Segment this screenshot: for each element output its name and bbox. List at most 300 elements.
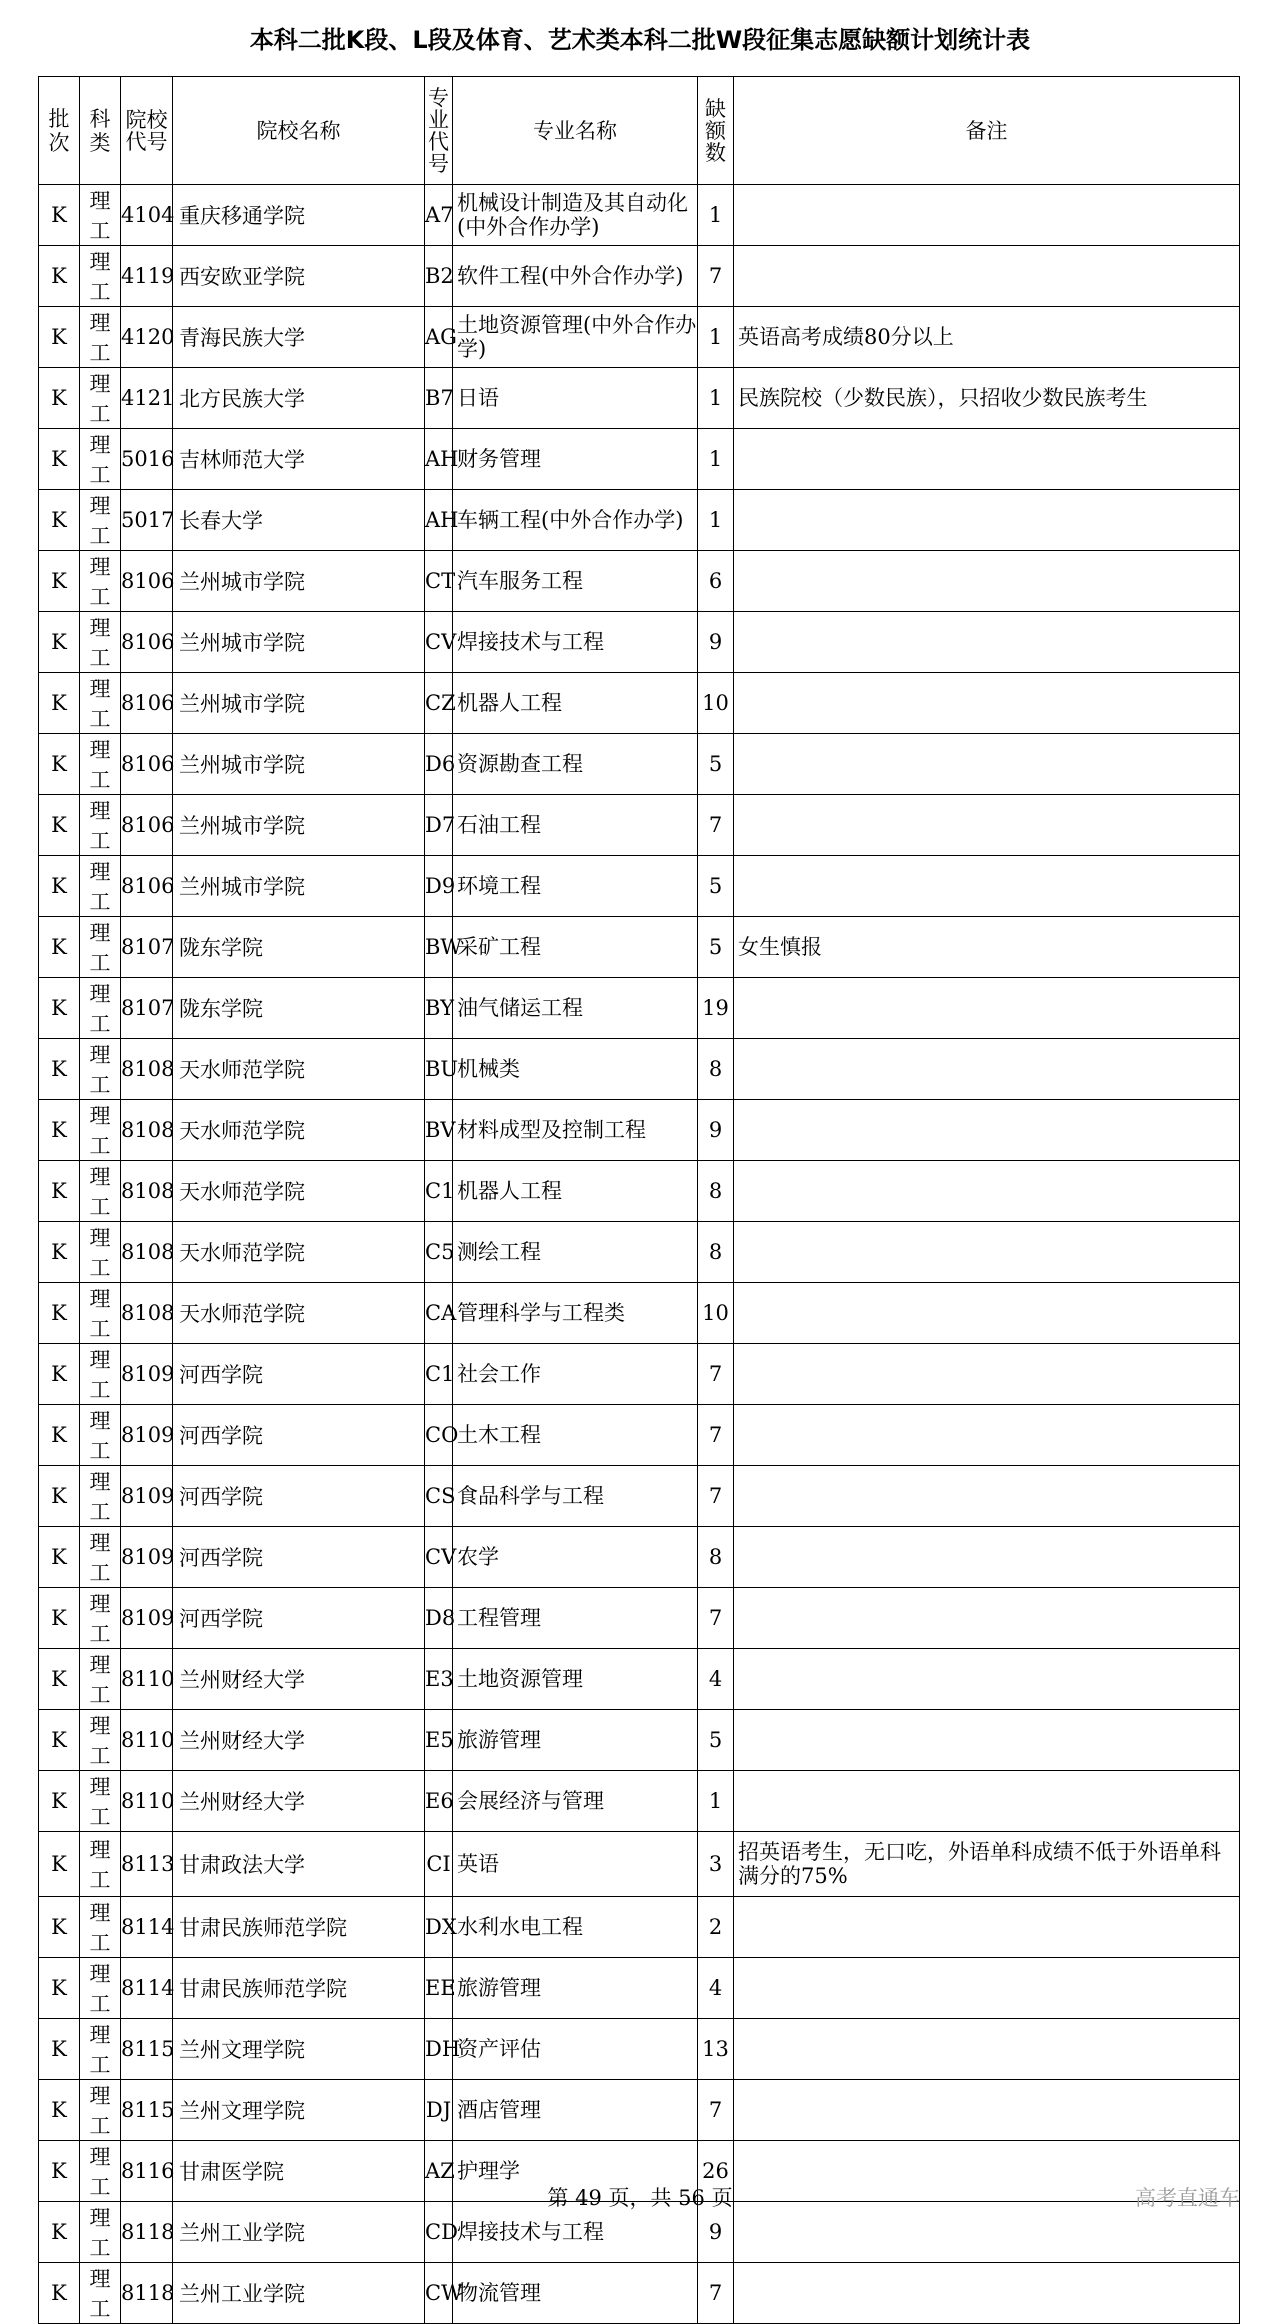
cell-vacancies: 1 <box>698 429 734 490</box>
cell-batch: K <box>39 734 80 795</box>
cell-batch: K <box>39 795 80 856</box>
cell-category: 理工 <box>80 1161 121 1222</box>
cell-vacancies: 5 <box>698 734 734 795</box>
cell-category: 理工 <box>80 2263 121 2324</box>
cell-category: 理工 <box>80 917 121 978</box>
cell-major-code: C5 <box>425 1222 453 1283</box>
cell-major-name: 英语 <box>453 1832 698 1897</box>
cell-category: 理工 <box>80 1405 121 1466</box>
cell-school-code: 8106 <box>121 612 173 673</box>
cell-major-code: D6 <box>425 734 453 795</box>
cell-vacancies: 1 <box>698 307 734 368</box>
cell-school-name: 河西学院 <box>173 1466 425 1527</box>
cell-vacancies: 7 <box>698 246 734 307</box>
cell-batch: K <box>39 673 80 734</box>
cell-category: 理工 <box>80 185 121 246</box>
cell-batch: K <box>39 2202 80 2263</box>
table-row <box>39 2080 1240 2141</box>
cell-remarks: 英语高考成绩80分以上 <box>734 307 1240 368</box>
cell-vacancies: 5 <box>698 1710 734 1771</box>
page-number: 第 49 页，共 56 页 <box>547 2186 733 2210</box>
cell-remarks <box>734 1649 1240 1710</box>
cell-school-code: 4119 <box>121 246 173 307</box>
table-row <box>39 429 1240 490</box>
cell-school-code: 8108 <box>121 1222 173 1283</box>
cell-vacancies: 26 <box>698 2141 734 2202</box>
cell-major-name: 测绘工程 <box>453 1222 698 1283</box>
cell-batch: K <box>39 1897 80 1958</box>
cell-vacancies: 2 <box>698 1897 734 1958</box>
cell-major-code: BV <box>425 1100 453 1161</box>
cell-major-name: 石油工程 <box>453 795 698 856</box>
cell-vacancies: 7 <box>698 1466 734 1527</box>
cell-vacancies: 8 <box>698 1039 734 1100</box>
cell-school-name: 陇东学院 <box>173 978 425 1039</box>
cell-major-code: B2 <box>425 246 453 307</box>
cell-school-name: 兰州城市学院 <box>173 551 425 612</box>
cell-batch: K <box>39 1161 80 1222</box>
cell-major-code: AH <box>425 429 453 490</box>
cell-batch: K <box>39 1832 80 1897</box>
cell-school-code: 8110 <box>121 1710 173 1771</box>
cell-major-name: 机械类 <box>453 1039 698 1100</box>
cell-major-code: CA <box>425 1283 453 1344</box>
cell-major-code: CO <box>425 1405 453 1466</box>
cell-major-name: 护理学 <box>453 2141 698 2202</box>
cell-category: 理工 <box>80 1222 121 1283</box>
cell-category: 理工 <box>80 1039 121 1100</box>
cell-major-code: CV <box>425 1527 453 1588</box>
cell-vacancies: 6 <box>698 551 734 612</box>
cell-remarks <box>734 2019 1240 2080</box>
cell-school-code: 5017 <box>121 490 173 551</box>
cell-school-name: 天水师范学院 <box>173 1161 425 1222</box>
cell-remarks <box>734 978 1240 1039</box>
cell-major-name: 资源勘查工程 <box>453 734 698 795</box>
cell-major-code: A7 <box>425 185 453 246</box>
cell-remarks <box>734 856 1240 917</box>
cell-major-name: 食品科学与工程 <box>453 1466 698 1527</box>
cell-major-name: 物流管理 <box>453 2263 698 2324</box>
cell-vacancies: 4 <box>698 1958 734 2019</box>
cell-category: 理工 <box>80 1283 121 1344</box>
cell-category: 理工 <box>80 1958 121 2019</box>
cell-vacancies: 10 <box>698 673 734 734</box>
cell-major-name: 工程管理 <box>453 1588 698 1649</box>
cell-major-code: D7 <box>425 795 453 856</box>
cell-major-name: 汽车服务工程 <box>453 551 698 612</box>
cell-major-code: CZ <box>425 673 453 734</box>
cell-school-name: 兰州文理学院 <box>173 2080 425 2141</box>
cell-school-code: 8118 <box>121 2263 173 2324</box>
cell-batch: K <box>39 1405 80 1466</box>
cell-school-code: 4121 <box>121 368 173 429</box>
cell-category: 理工 <box>80 673 121 734</box>
cell-category: 理工 <box>80 1649 121 1710</box>
cell-batch: K <box>39 978 80 1039</box>
cell-school-name: 兰州文理学院 <box>173 2019 425 2080</box>
cell-category: 理工 <box>80 246 121 307</box>
cell-remarks <box>734 673 1240 734</box>
cell-school-name: 天水师范学院 <box>173 1222 425 1283</box>
cell-remarks <box>734 1222 1240 1283</box>
header-vacancies: 缺额数 <box>698 77 734 185</box>
cell-vacancies: 7 <box>698 795 734 856</box>
cell-category: 理工 <box>80 2019 121 2080</box>
cell-major-name: 焊接技术与工程 <box>453 2202 698 2263</box>
cell-school-name: 青海民族大学 <box>173 307 425 368</box>
cell-batch: K <box>39 429 80 490</box>
cell-major-name: 酒店管理 <box>453 2080 698 2141</box>
cell-major-code: CI <box>425 1832 453 1897</box>
table-row <box>39 2019 1240 2080</box>
table-row <box>39 612 1240 673</box>
cell-remarks <box>734 2263 1240 2324</box>
cell-vacancies: 8 <box>698 1527 734 1588</box>
cell-category: 理工 <box>80 1588 121 1649</box>
cell-school-code: 8109 <box>121 1405 173 1466</box>
table-row <box>39 1527 1240 1588</box>
cell-vacancies: 7 <box>698 1588 734 1649</box>
table-row <box>39 917 1240 978</box>
cell-vacancies: 9 <box>698 1100 734 1161</box>
cell-major-name: 环境工程 <box>453 856 698 917</box>
cell-major-code: C1 <box>425 1344 453 1405</box>
cell-batch: K <box>39 490 80 551</box>
cell-vacancies: 1 <box>698 1771 734 1832</box>
cell-remarks <box>734 1527 1240 1588</box>
cell-vacancies: 9 <box>698 612 734 673</box>
cell-batch: K <box>39 307 80 368</box>
cell-vacancies: 7 <box>698 1405 734 1466</box>
cell-major-name: 农学 <box>453 1527 698 1588</box>
cell-school-name: 兰州工业学院 <box>173 2202 425 2263</box>
cell-school-name: 重庆移通学院 <box>173 185 425 246</box>
cell-remarks <box>734 795 1240 856</box>
cell-category: 理工 <box>80 734 121 795</box>
cell-batch: K <box>39 1283 80 1344</box>
cell-batch: K <box>39 185 80 246</box>
cell-major-name: 土地资源管理 <box>453 1649 698 1710</box>
cell-school-code: 8114 <box>121 1958 173 2019</box>
cell-remarks <box>734 185 1240 246</box>
cell-school-code: 8114 <box>121 1897 173 1958</box>
cell-batch: K <box>39 1344 80 1405</box>
cell-category: 理工 <box>80 856 121 917</box>
cell-major-code: DH <box>425 2019 453 2080</box>
cell-school-code: 8108 <box>121 1100 173 1161</box>
cell-remarks: 女生慎报 <box>734 917 1240 978</box>
cell-major-name: 管理科学与工程类 <box>453 1283 698 1344</box>
table-row <box>39 1958 1240 2019</box>
cell-vacancies: 5 <box>698 856 734 917</box>
cell-vacancies: 19 <box>698 978 734 1039</box>
cell-major-code: CV <box>425 612 453 673</box>
cell-major-code: E3 <box>425 1649 453 1710</box>
cell-major-code: E6 <box>425 1771 453 1832</box>
cell-batch: K <box>39 1527 80 1588</box>
header-remarks: 备注 <box>734 77 1240 185</box>
cell-school-code: 4104 <box>121 185 173 246</box>
cell-vacancies: 3 <box>698 1832 734 1897</box>
cell-major-code: BW <box>425 917 453 978</box>
cell-category: 理工 <box>80 1832 121 1897</box>
table-row <box>39 185 1240 246</box>
cell-category: 理工 <box>80 1771 121 1832</box>
cell-category: 理工 <box>80 1527 121 1588</box>
cell-remarks <box>734 734 1240 795</box>
cell-category: 理工 <box>80 429 121 490</box>
cell-school-code: 8109 <box>121 1466 173 1527</box>
cell-remarks <box>734 1100 1240 1161</box>
cell-major-code: AH <box>425 490 453 551</box>
cell-vacancies: 9 <box>698 2202 734 2263</box>
cell-school-code: 5016 <box>121 429 173 490</box>
cell-category: 理工 <box>80 795 121 856</box>
cell-school-name: 兰州城市学院 <box>173 734 425 795</box>
cell-category: 理工 <box>80 2202 121 2263</box>
table-row <box>39 2263 1240 2324</box>
cell-major-code: CT <box>425 551 453 612</box>
table-row <box>39 1039 1240 1100</box>
cell-batch: K <box>39 917 80 978</box>
table-row <box>39 307 1240 368</box>
cell-batch: K <box>39 1039 80 1100</box>
cell-vacancies: 1 <box>698 185 734 246</box>
cell-batch: K <box>39 1958 80 2019</box>
cell-category: 理工 <box>80 1344 121 1405</box>
cell-school-code: 8118 <box>121 2202 173 2263</box>
cell-remarks <box>734 1039 1240 1100</box>
cell-vacancies: 13 <box>698 2019 734 2080</box>
cell-school-name: 陇东学院 <box>173 917 425 978</box>
header-major-code: 专业代号 <box>425 77 453 185</box>
cell-remarks <box>734 490 1240 551</box>
cell-major-name: 水利水电工程 <box>453 1897 698 1958</box>
cell-batch: K <box>39 2080 80 2141</box>
cell-remarks <box>734 246 1240 307</box>
cell-major-name: 车辆工程(中外合作办学) <box>453 490 698 551</box>
cell-batch: K <box>39 1100 80 1161</box>
cell-school-code: 8110 <box>121 1771 173 1832</box>
watermark: 高考直通车 <box>1135 2186 1240 2210</box>
cell-vacancies: 8 <box>698 1161 734 1222</box>
cell-school-code: 8115 <box>121 2080 173 2141</box>
cell-remarks <box>734 1958 1240 2019</box>
header-school-code: 院校代号 <box>121 77 173 185</box>
cell-major-name: 资产评估 <box>453 2019 698 2080</box>
cell-remarks <box>734 1771 1240 1832</box>
cell-remarks <box>734 1710 1240 1771</box>
cell-major-code: CW <box>425 2263 453 2324</box>
cell-major-code: D9 <box>425 856 453 917</box>
cell-major-code: BU <box>425 1039 453 1100</box>
cell-category: 理工 <box>80 1897 121 1958</box>
cell-school-name: 吉林师范大学 <box>173 429 425 490</box>
header-category: 科类 <box>80 77 121 185</box>
cell-major-code: BY <box>425 978 453 1039</box>
cell-vacancies: 1 <box>698 490 734 551</box>
cell-major-name: 机器人工程 <box>453 673 698 734</box>
cell-batch: K <box>39 368 80 429</box>
cell-school-code: 8109 <box>121 1588 173 1649</box>
cell-major-name: 采矿工程 <box>453 917 698 978</box>
cell-category: 理工 <box>80 2141 121 2202</box>
vacancy-table <box>38 76 1240 2324</box>
cell-major-name: 土木工程 <box>453 1405 698 1466</box>
cell-batch: K <box>39 1710 80 1771</box>
table-row <box>39 1466 1240 1527</box>
cell-school-name: 甘肃民族师范学院 <box>173 1897 425 1958</box>
cell-major-name: 焊接技术与工程 <box>453 612 698 673</box>
cell-remarks <box>734 1466 1240 1527</box>
cell-school-name: 兰州城市学院 <box>173 612 425 673</box>
table-row <box>39 490 1240 551</box>
cell-school-code: 8109 <box>121 1344 173 1405</box>
cell-school-name: 兰州财经大学 <box>173 1649 425 1710</box>
table-row <box>39 551 1240 612</box>
cell-school-name: 河西学院 <box>173 1588 425 1649</box>
cell-school-name: 兰州城市学院 <box>173 673 425 734</box>
cell-major-name: 日语 <box>453 368 698 429</box>
cell-category: 理工 <box>80 1466 121 1527</box>
cell-school-code: 4120 <box>121 307 173 368</box>
cell-batch: K <box>39 1771 80 1832</box>
cell-remarks <box>734 612 1240 673</box>
table-row <box>39 1161 1240 1222</box>
cell-vacancies: 7 <box>698 2080 734 2141</box>
cell-major-name: 油气储运工程 <box>453 978 698 1039</box>
cell-remarks <box>734 1588 1240 1649</box>
cell-school-code: 8106 <box>121 734 173 795</box>
cell-major-name: 旅游管理 <box>453 1710 698 1771</box>
cell-school-code: 8108 <box>121 1161 173 1222</box>
cell-category: 理工 <box>80 368 121 429</box>
cell-major-name: 机器人工程 <box>453 1161 698 1222</box>
table-row <box>39 673 1240 734</box>
table-row <box>39 1588 1240 1649</box>
cell-school-name: 兰州工业学院 <box>173 2263 425 2324</box>
cell-school-name: 天水师范学院 <box>173 1283 425 1344</box>
table-row <box>39 795 1240 856</box>
cell-category: 理工 <box>80 490 121 551</box>
cell-batch: K <box>39 612 80 673</box>
table-row <box>39 1771 1240 1832</box>
header-major-name: 专业名称 <box>453 77 698 185</box>
cell-vacancies: 4 <box>698 1649 734 1710</box>
table-body <box>39 185 1240 2324</box>
table-row <box>39 1222 1240 1283</box>
cell-batch: K <box>39 551 80 612</box>
cell-school-code: 8108 <box>121 1039 173 1100</box>
cell-batch: K <box>39 856 80 917</box>
cell-major-name: 土地资源管理(中外合作办学) <box>453 307 698 368</box>
cell-remarks: 招英语考生，无口吃，外语单科成绩不低于外语单科满分的75% <box>734 1832 1240 1897</box>
cell-school-name: 兰州城市学院 <box>173 856 425 917</box>
table-row <box>39 1283 1240 1344</box>
cell-major-name: 材料成型及控制工程 <box>453 1100 698 1161</box>
cell-major-name: 会展经济与管理 <box>453 1771 698 1832</box>
cell-remarks <box>734 551 1240 612</box>
cell-school-name: 甘肃民族师范学院 <box>173 1958 425 2019</box>
cell-school-code: 8109 <box>121 1527 173 1588</box>
cell-major-name: 社会工作 <box>453 1344 698 1405</box>
cell-major-code: C1 <box>425 1161 453 1222</box>
cell-major-code: E5 <box>425 1710 453 1771</box>
cell-major-code: CD <box>425 2202 453 2263</box>
cell-batch: K <box>39 1649 80 1710</box>
cell-school-code: 8106 <box>121 795 173 856</box>
cell-major-name: 软件工程(中外合作办学) <box>453 246 698 307</box>
cell-remarks <box>734 429 1240 490</box>
cell-remarks <box>734 1161 1240 1222</box>
cell-school-code: 8116 <box>121 2141 173 2202</box>
cell-school-code: 8108 <box>121 1283 173 1344</box>
cell-category: 理工 <box>80 2080 121 2141</box>
table-row <box>39 1649 1240 1710</box>
cell-school-code: 8115 <box>121 2019 173 2080</box>
cell-batch: K <box>39 2019 80 2080</box>
cell-school-name: 北方民族大学 <box>173 368 425 429</box>
cell-school-name: 兰州城市学院 <box>173 795 425 856</box>
cell-category: 理工 <box>80 307 121 368</box>
cell-major-code: EE <box>425 1958 453 2019</box>
cell-school-name: 河西学院 <box>173 1405 425 1466</box>
table-row <box>39 1897 1240 1958</box>
table-row <box>39 856 1240 917</box>
cell-school-name: 兰州财经大学 <box>173 1710 425 1771</box>
table-row <box>39 1344 1240 1405</box>
cell-remarks <box>734 1405 1240 1466</box>
cell-batch: K <box>39 1222 80 1283</box>
cell-school-name: 甘肃医学院 <box>173 2141 425 2202</box>
table-row <box>39 246 1240 307</box>
cell-major-name: 机械设计制造及其自动化(中外合作办学) <box>453 185 698 246</box>
cell-school-name: 河西学院 <box>173 1344 425 1405</box>
cell-remarks <box>734 1283 1240 1344</box>
cell-school-code: 8107 <box>121 917 173 978</box>
cell-vacancies: 10 <box>698 1283 734 1344</box>
cell-school-code: 8106 <box>121 673 173 734</box>
cell-vacancies: 8 <box>698 1222 734 1283</box>
cell-remarks <box>734 1344 1240 1405</box>
cell-category: 理工 <box>80 1710 121 1771</box>
table-row <box>39 1832 1240 1897</box>
cell-school-name: 长春大学 <box>173 490 425 551</box>
cell-major-name: 财务管理 <box>453 429 698 490</box>
cell-school-code: 8106 <box>121 551 173 612</box>
cell-school-code: 8110 <box>121 1649 173 1710</box>
cell-major-code: CS <box>425 1466 453 1527</box>
cell-remarks <box>734 1897 1240 1958</box>
cell-category: 理工 <box>80 978 121 1039</box>
cell-vacancies: 5 <box>698 917 734 978</box>
cell-major-code: D8 <box>425 1588 453 1649</box>
cell-vacancies: 7 <box>698 1344 734 1405</box>
cell-major-code: DX <box>425 1897 453 1958</box>
header-batch: 批次 <box>39 77 80 185</box>
cell-major-name: 旅游管理 <box>453 1958 698 2019</box>
cell-school-name: 甘肃政法大学 <box>173 1832 425 1897</box>
table-row <box>39 1100 1240 1161</box>
cell-vacancies: 7 <box>698 2263 734 2324</box>
cell-school-name: 河西学院 <box>173 1527 425 1588</box>
table-row <box>39 734 1240 795</box>
cell-remarks <box>734 2080 1240 2141</box>
table-row <box>39 1405 1240 1466</box>
cell-school-code: 8107 <box>121 978 173 1039</box>
cell-school-name: 兰州财经大学 <box>173 1771 425 1832</box>
